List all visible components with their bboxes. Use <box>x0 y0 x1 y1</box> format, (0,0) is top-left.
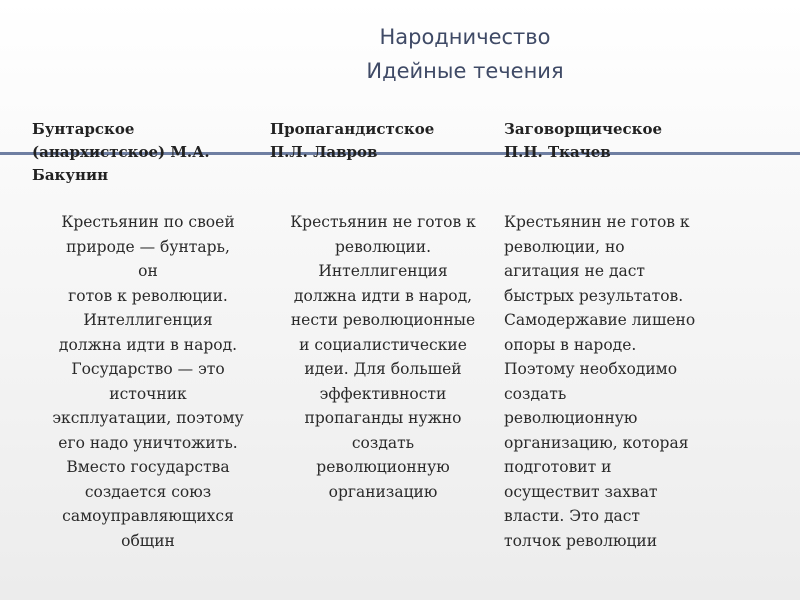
body-line: подготовит и <box>504 458 612 476</box>
heading-line: (анархистское) М.А. <box>32 143 210 161</box>
slide-title <box>300 20 630 88</box>
heading-line: Бунтарское <box>32 120 135 138</box>
column-buntarskoe <box>32 118 264 550</box>
title-line-main: Народничество <box>379 25 551 49</box>
body-line: идеи. Для большей <box>304 360 462 378</box>
body-line: опоры в народе. <box>504 335 637 354</box>
heading-line: Пропагандистское <box>270 120 435 138</box>
column-body <box>270 210 496 504</box>
body-line: толчок революции <box>504 531 658 550</box>
body-line: эксплуатации, поэтому <box>52 409 244 427</box>
body-line: источник <box>109 384 187 403</box>
heading-line: П.Н. Ткачев <box>504 143 611 161</box>
heading-line: Заговорщическое <box>504 120 663 138</box>
body-line: власти. Это даст <box>504 507 640 525</box>
body-line: Вместо государства <box>66 458 230 476</box>
column-heading <box>504 118 742 164</box>
body-line: Крестьянин по своей <box>61 213 235 231</box>
column-body <box>32 210 264 553</box>
body-line: природе — бунтарь, <box>66 237 230 256</box>
body-line: быстрых результатов. <box>504 286 684 305</box>
body-line: Самодержавие лишено <box>504 311 696 329</box>
body-line: создать <box>504 384 567 403</box>
body-line: революции. <box>334 237 432 256</box>
body-line: пропаганды нужно <box>304 409 462 427</box>
body-line: организацию <box>328 482 438 501</box>
body-line: Интеллигенция <box>318 262 448 280</box>
body-line: общин <box>121 531 175 550</box>
column-heading <box>32 118 264 187</box>
column-body <box>504 210 742 553</box>
body-line: революционную <box>316 458 450 476</box>
body-line: он <box>138 262 158 280</box>
body-line: агитация не даст <box>504 262 645 280</box>
body-line: Интеллигенция <box>83 311 213 329</box>
body-line: его надо уничтожить. <box>58 433 238 452</box>
body-line: революции, но <box>504 237 625 256</box>
body-line: организацию, которая <box>504 433 689 452</box>
body-line: готов к революции. <box>68 286 228 305</box>
body-line: Крестьянин не готов к <box>290 213 476 231</box>
column-zagovorshcheskoe <box>504 118 742 550</box>
body-line: осуществит захват <box>504 482 658 501</box>
body-line: создается союз <box>84 482 212 501</box>
body-line: должна идти в народ. <box>58 335 238 354</box>
heading-line: П.Л. Лавров <box>270 143 378 161</box>
body-line: Поэтому необходимо <box>504 360 678 378</box>
body-line: самоуправляющихся <box>62 507 234 525</box>
body-line: Государство — это <box>71 360 225 378</box>
column-propagandistskoe <box>270 118 496 501</box>
body-line: нести революционные <box>290 311 476 329</box>
title-line-sub: Идейные течения <box>366 59 564 83</box>
body-line: эффективности <box>319 384 447 403</box>
body-line: и социалистические <box>299 335 467 354</box>
ideology-columns <box>32 118 772 588</box>
body-line: революционную <box>504 409 638 427</box>
heading-line: Бакунин <box>32 166 109 184</box>
body-line: создать <box>351 433 415 452</box>
body-line: должна идти в народ, <box>293 286 473 305</box>
column-heading <box>270 118 496 164</box>
body-line: Крестьянин не готов к <box>504 213 690 231</box>
